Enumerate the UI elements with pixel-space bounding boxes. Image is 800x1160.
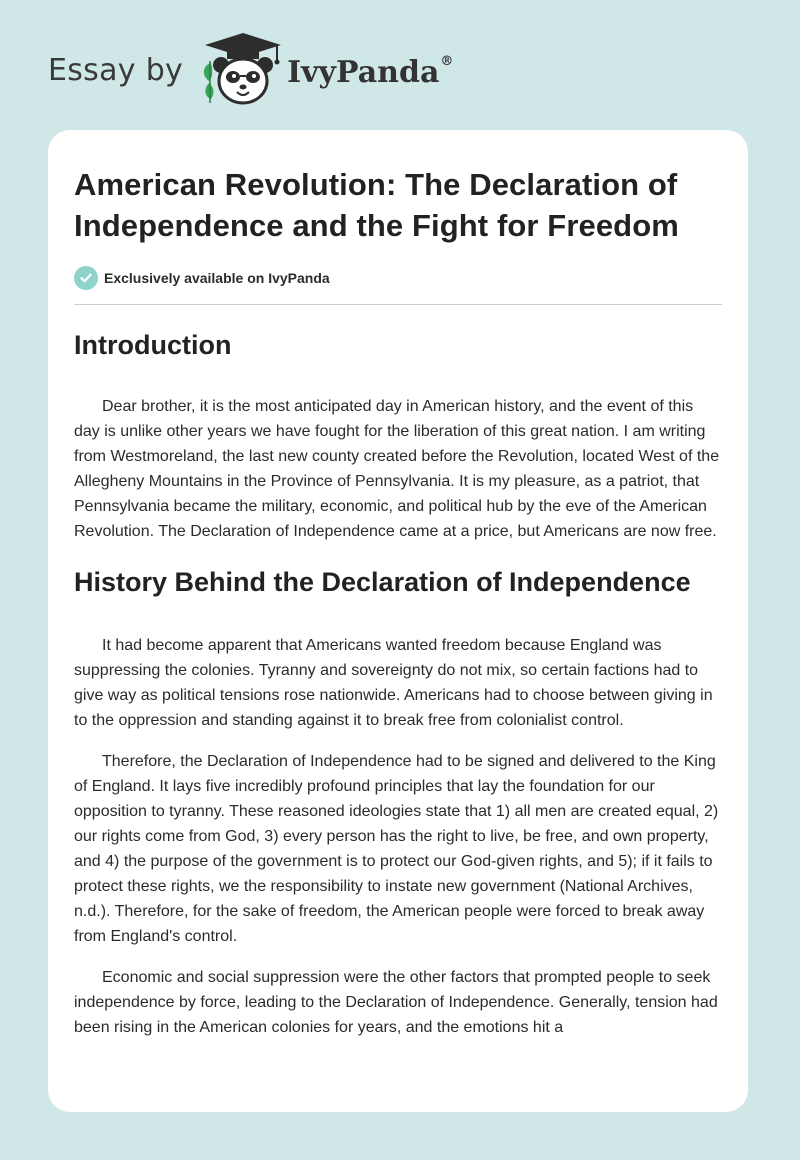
paragraph: Economic and social suppression were the other factors that prompted people to seek independence by force, leading to the Declaration of Independence. Generally, tension had been rising in the American colonies for years, and the emotions hit a — [74, 969, 718, 1036]
paragraph: It had become apparent that Americans wanted freedom because England was suppressing the colonies. Tyranny and sovereignty do not mix, so certain factions had to give way as political tensions rose nationwide. Americans had to choose between giving in to the oppression and standing against it to break free from colonialist control. — [74, 637, 713, 729]
check-circle-icon — [74, 266, 98, 290]
essay-by-label: Essay by — [48, 52, 184, 88]
site-header — [48, 30, 453, 110]
essay-title: American Revolution: The Declaration of Independence and the Fight for Freedom — [74, 167, 679, 243]
panda-graduation-cap-icon — [197, 31, 283, 109]
essay-card — [48, 130, 748, 1112]
ivypanda-logo[interactable] — [197, 31, 453, 109]
paragraph: Dear brother, it is the most anticipated day in American history, and the event of this day is unlike other years we have fought for the liberation of this great nation. I am writing from Westmoreland, the last new county created before the Revolution, located West of the Allegheny Mountains in the Province of Pennsylvania. It is my pleasure, as a patriot, that Pennsylvania became the military, economic, and political hub by the eve of the American Revolution. The Declaration of Independence came at a price, but Americans are now free. — [74, 398, 720, 540]
exclusive-badge — [74, 266, 722, 305]
brand-name: IvyPanda® — [287, 53, 454, 90]
paragraph: Therefore, the Declaration of Independence had to be signed and delivered to the King of England. It lays five incredibly profound principles that lay the foundation for our opposition to tyranny. These reasoned ideologies state that 1) all men are created equal, 2) our rights come from God, 3) every person has the right to live, be free, and own property, and 4) the purpose of the government is to protect our God-given rights, and 5); if it fails to protect these rights, we the responsibility to instate new government (National Archives, n.d.). Therefore, for the sake of freedom, the American people were forced to break away from England's control. — [74, 753, 719, 945]
trademark-symbol: ® — [440, 53, 454, 69]
section-heading-history: History Behind the Declaration of Independence — [74, 567, 691, 597]
exclusive-label: Exclusively available on IvyPanda — [104, 270, 330, 286]
section-heading-introduction: Introduction — [74, 330, 232, 360]
